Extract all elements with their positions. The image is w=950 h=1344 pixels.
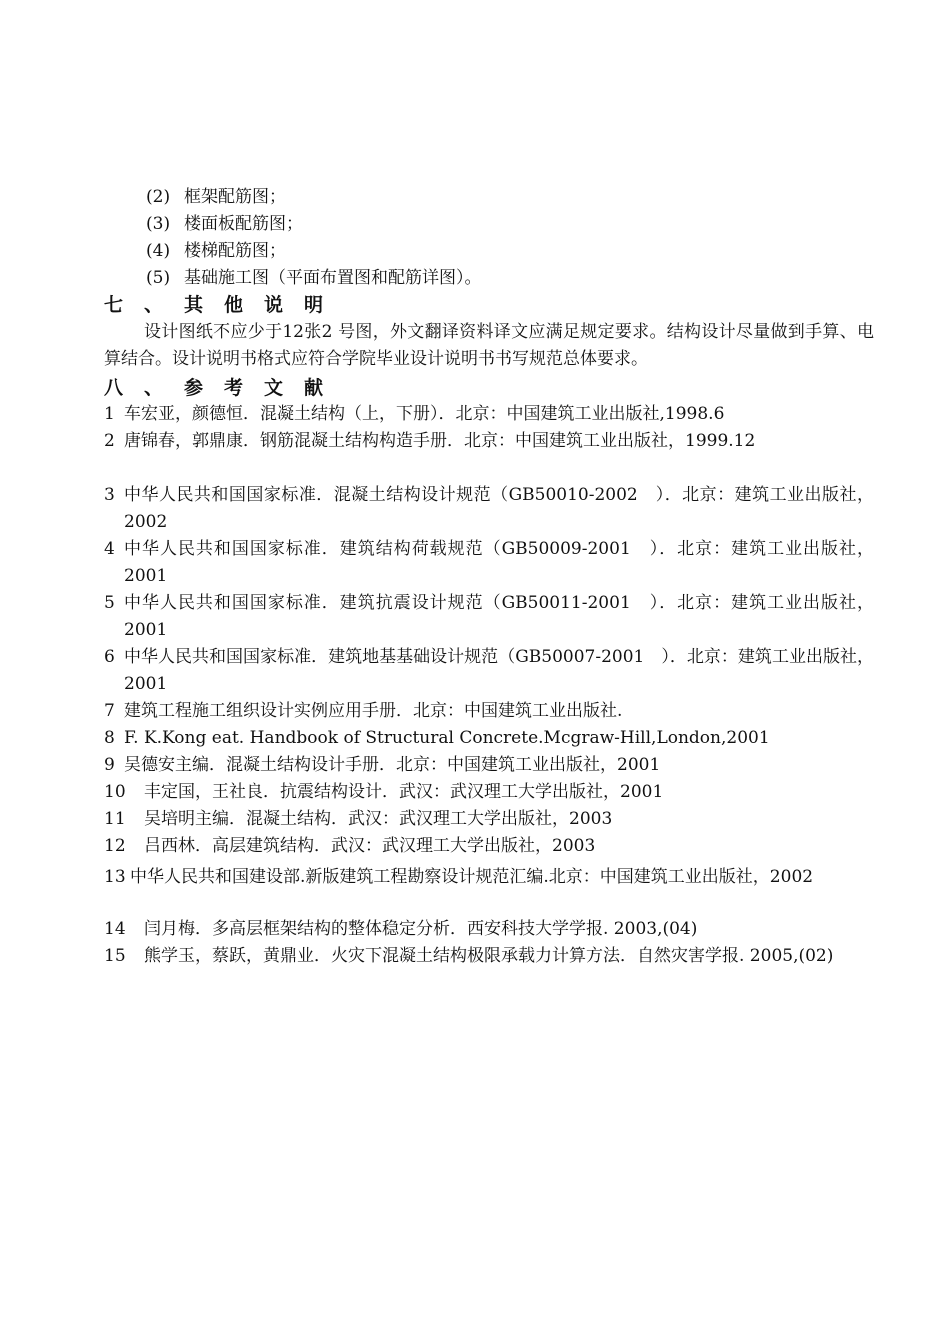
reference-number: 1 xyxy=(104,404,115,424)
drawing-item-number: (2) xyxy=(146,187,171,207)
reference-text: 吴德安主编．混凝土结构设计手册．北京：中国建筑工业出版社，2001 xyxy=(124,755,661,775)
drawing-item-text: 楼面板配筋图； xyxy=(184,214,303,234)
drawing-item xyxy=(146,213,303,235)
reference-number: 9 xyxy=(104,755,115,775)
heading-char: 他 xyxy=(224,294,244,316)
reference-number: 5 xyxy=(104,593,115,613)
reference-item xyxy=(104,916,874,943)
heading-char: 七 xyxy=(104,294,124,316)
drawing-item-text: 楼梯配筋图； xyxy=(184,241,286,261)
reference-number: 15 xyxy=(104,946,126,966)
reference-number: 8 xyxy=(104,728,115,748)
reference-text: 中华人民共和国国家标准．混凝土结构设计规范（GB50010-2002 ）．北京：建筑工业出版社，2002 xyxy=(124,485,874,532)
reference-text: 熊学玉，蔡跃，黄鼎业．火灾下混凝土结构极限承载力计算方法．自然灾害学报. 2005,(02) xyxy=(144,946,834,966)
reference-number: 2 xyxy=(104,431,115,451)
heading-char: 、 xyxy=(144,377,164,399)
reference-item xyxy=(104,943,874,970)
reference-item xyxy=(104,806,874,833)
heading-char: 文 xyxy=(264,377,284,399)
reference-item xyxy=(104,833,874,860)
reference-text: 中华人民共和国国家标准．建筑结构荷载规范（GB50009-2001 ）．北京：建筑工业出版社，2001 xyxy=(124,539,874,586)
reference-number: 7 xyxy=(104,701,115,721)
reference-item xyxy=(104,779,874,806)
heading-char: 、 xyxy=(144,294,164,316)
reference-text: 吴培明主编．混凝土结构．武汉：武汉理工大学出版社，2003 xyxy=(144,809,613,829)
reference-text: 吕西林．高层建筑结构．武汉：武汉理工大学出版社，2003 xyxy=(144,836,596,856)
reference-text: 中华人民共和国建设部.新版建筑工程勘察设计规范汇编.北京：中国建筑工业出版社，2002 xyxy=(130,867,814,887)
reference-item xyxy=(104,752,874,779)
section-heading-7 xyxy=(104,294,344,316)
reference-item xyxy=(104,725,874,752)
drawing-item xyxy=(146,186,286,208)
reference-number: 10 xyxy=(104,782,126,802)
reference-number: 6 xyxy=(104,647,115,667)
reference-text: 中华人民共和国国家标准．建筑抗震设计规范（GB50011-2001 ）．北京：建筑工业出版社，2001 xyxy=(124,593,874,640)
reference-number: 11 xyxy=(104,809,126,829)
drawing-item-number: (3) xyxy=(146,214,171,234)
drawing-item-number: (5) xyxy=(146,268,171,288)
reference-text: 车宏亚，颜德恒．混凝土结构（上，下册）．北京：中国建筑工业出版社,1998.6 xyxy=(124,404,725,424)
reference-text: 丰定国，王社良．抗震结构设计．武汉：武汉理工大学出版社，2001 xyxy=(144,782,664,802)
heading-char: 说 xyxy=(264,294,284,316)
reference-number: 13 xyxy=(104,867,126,887)
reference-item xyxy=(104,698,874,725)
reference-item xyxy=(104,644,874,698)
drawing-item xyxy=(146,240,286,262)
reference-text: F. K.Kong eat. Handbook of Structural Concrete.Mcgraw-Hill,London,2001 xyxy=(124,728,770,748)
reference-item xyxy=(104,482,874,536)
heading-char: 考 xyxy=(224,377,244,399)
reference-item xyxy=(104,864,874,891)
section-7-paragraph: 设计图纸不应少于12张2 号图，外文翻译资料译文应满足规定要求。结构设计尽量做到手算、电算结合。设计说明书格式应符合学院毕业设计说明书书写规范总体要求。 xyxy=(104,322,874,369)
heading-char: 献 xyxy=(304,377,324,399)
reference-number: 3 xyxy=(104,485,115,505)
heading-char: 其 xyxy=(184,294,204,316)
drawing-item-text: 基础施工图（平面布置图和配筋详图）。 xyxy=(184,268,482,288)
heading-char: 明 xyxy=(304,294,324,316)
reference-text: 闫月梅．多高层框架结构的整体稳定分析．西安科技大学学报. 2003,(04) xyxy=(144,919,698,939)
reference-number: 4 xyxy=(104,539,115,559)
reference-item xyxy=(104,590,874,644)
reference-text: 中华人民共和国国家标准．建筑地基基础设计规范（GB50007-2001 ）．北京：建筑工业出版社，2001 xyxy=(124,647,874,694)
reference-item xyxy=(104,428,874,455)
reference-text: 建筑工程施工组织设计实例应用手册．北京：中国建筑工业出版社. xyxy=(124,701,623,721)
drawing-item-text: 框架配筋图； xyxy=(184,187,286,207)
heading-char: 八 xyxy=(104,377,124,399)
reference-item xyxy=(104,401,874,428)
reference-number: 12 xyxy=(104,836,126,856)
reference-item xyxy=(104,536,874,590)
reference-number: 14 xyxy=(104,919,126,939)
heading-char: 参 xyxy=(184,377,204,399)
drawing-item-number: (4) xyxy=(146,241,171,261)
section-heading-8 xyxy=(104,377,344,399)
reference-text: 唐锦春，郭鼎康．钢筋混凝土结构构造手册．北京：中国建筑工业出版社，1999.12 xyxy=(124,431,756,451)
drawing-item xyxy=(146,267,482,289)
